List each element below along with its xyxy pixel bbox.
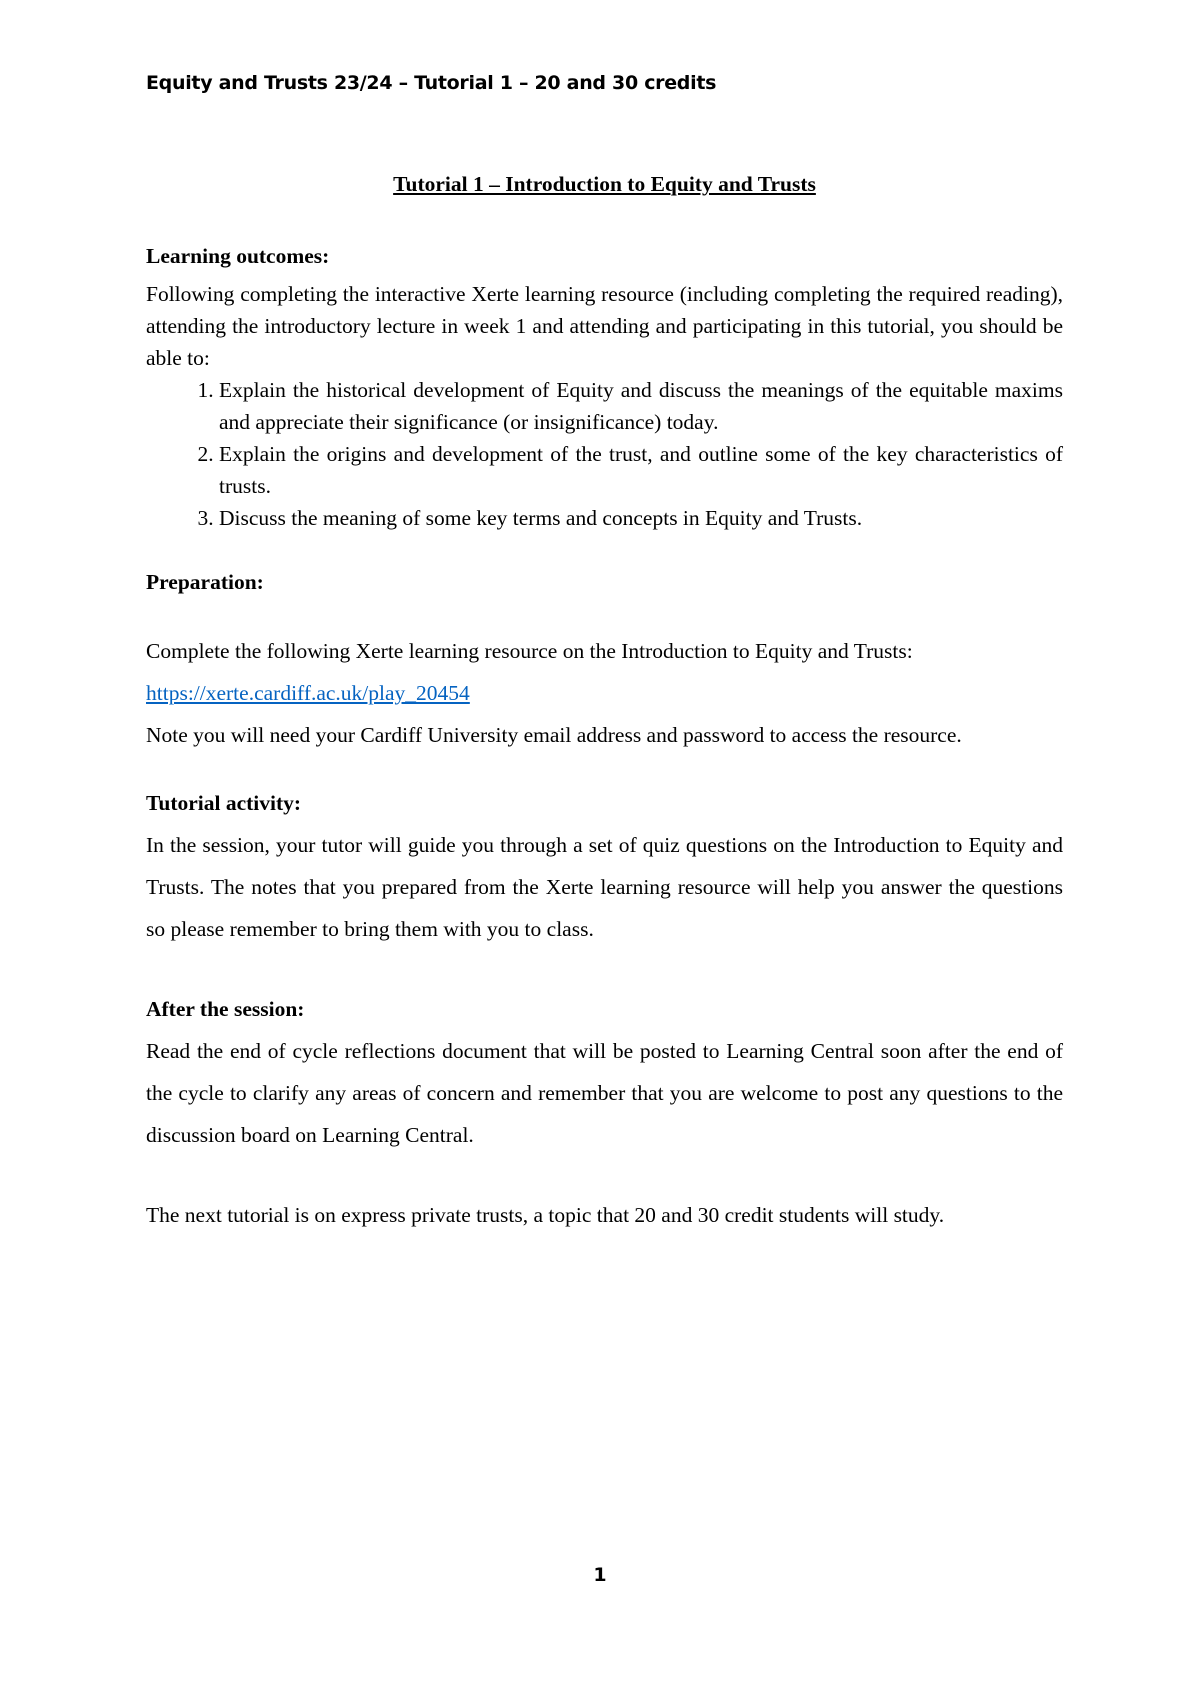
learning-outcome-item: 2. Explain the origins and development of the trust, and outline some of the key characteristics of trusts. [219, 438, 1063, 502]
tutorial-activity-text: In the session, your tutor will guide you through a set of quiz questions on the Introduction to Equity and Trusts. The notes that you prepared from the Xerte learning resource will help you answer the questions so please remember to bring them with you to class. [146, 833, 1063, 941]
running-header: Equity and Trusts 23/24 – Tutorial 1 – 20 and 30 credits [146, 72, 717, 94]
preparation-heading: Preparation: [146, 570, 264, 594]
preparation-section [146, 566, 1063, 756]
page-number: 1 [593, 1564, 607, 1586]
after-session-heading: After the session: [146, 997, 305, 1021]
preparation-text: Complete the following Xerte learning resource on the Introduction to Equity and Trusts: [146, 639, 913, 663]
learning-outcomes-intro: Following completing the interactive Xerte learning resource (including completing the required reading), attending the introductory lecture in week 1 and attending and participating in this tutorial, you should be able to: [146, 282, 1063, 370]
xerte-resource-link[interactable]: https://xerte.cardiff.ac.uk/play_20454 [146, 681, 470, 705]
document-body [146, 168, 1063, 1236]
after-session-text: Read the end of cycle reflections document that will be posted to Learning Central soon after the end of the cycle to clarify any areas of concern and remember that you are welcome to post any questions to the discussion board on Learning Central. [146, 1039, 1063, 1147]
learning-outcome-item: 3. Discuss the meaning of some key terms and concepts in Equity and Trusts. [219, 502, 1063, 534]
preparation-note: Note you will need your Cardiff University email address and password to access the resource. [146, 723, 962, 747]
xerte-link-line [146, 672, 1063, 714]
tutorial-activity-section [146, 782, 1063, 950]
document-title: Tutorial 1 – Introduction to Equity and Trusts [393, 172, 816, 196]
learning-outcomes-section [146, 240, 1063, 534]
learning-outcome-item: 1. Explain the historical development of Equity and discuss the meanings of the equitable maxims and appreciate their significance (or insignificance) today. [219, 374, 1063, 438]
learning-outcomes-list [146, 374, 1063, 534]
tutorial-activity-heading: Tutorial activity: [146, 791, 302, 815]
after-session-section [146, 988, 1063, 1156]
closing-note: The next tutorial is on express private trusts, a topic that 20 and 30 credit students will study. [146, 1203, 945, 1227]
learning-outcomes-heading: Learning outcomes: [146, 244, 330, 268]
